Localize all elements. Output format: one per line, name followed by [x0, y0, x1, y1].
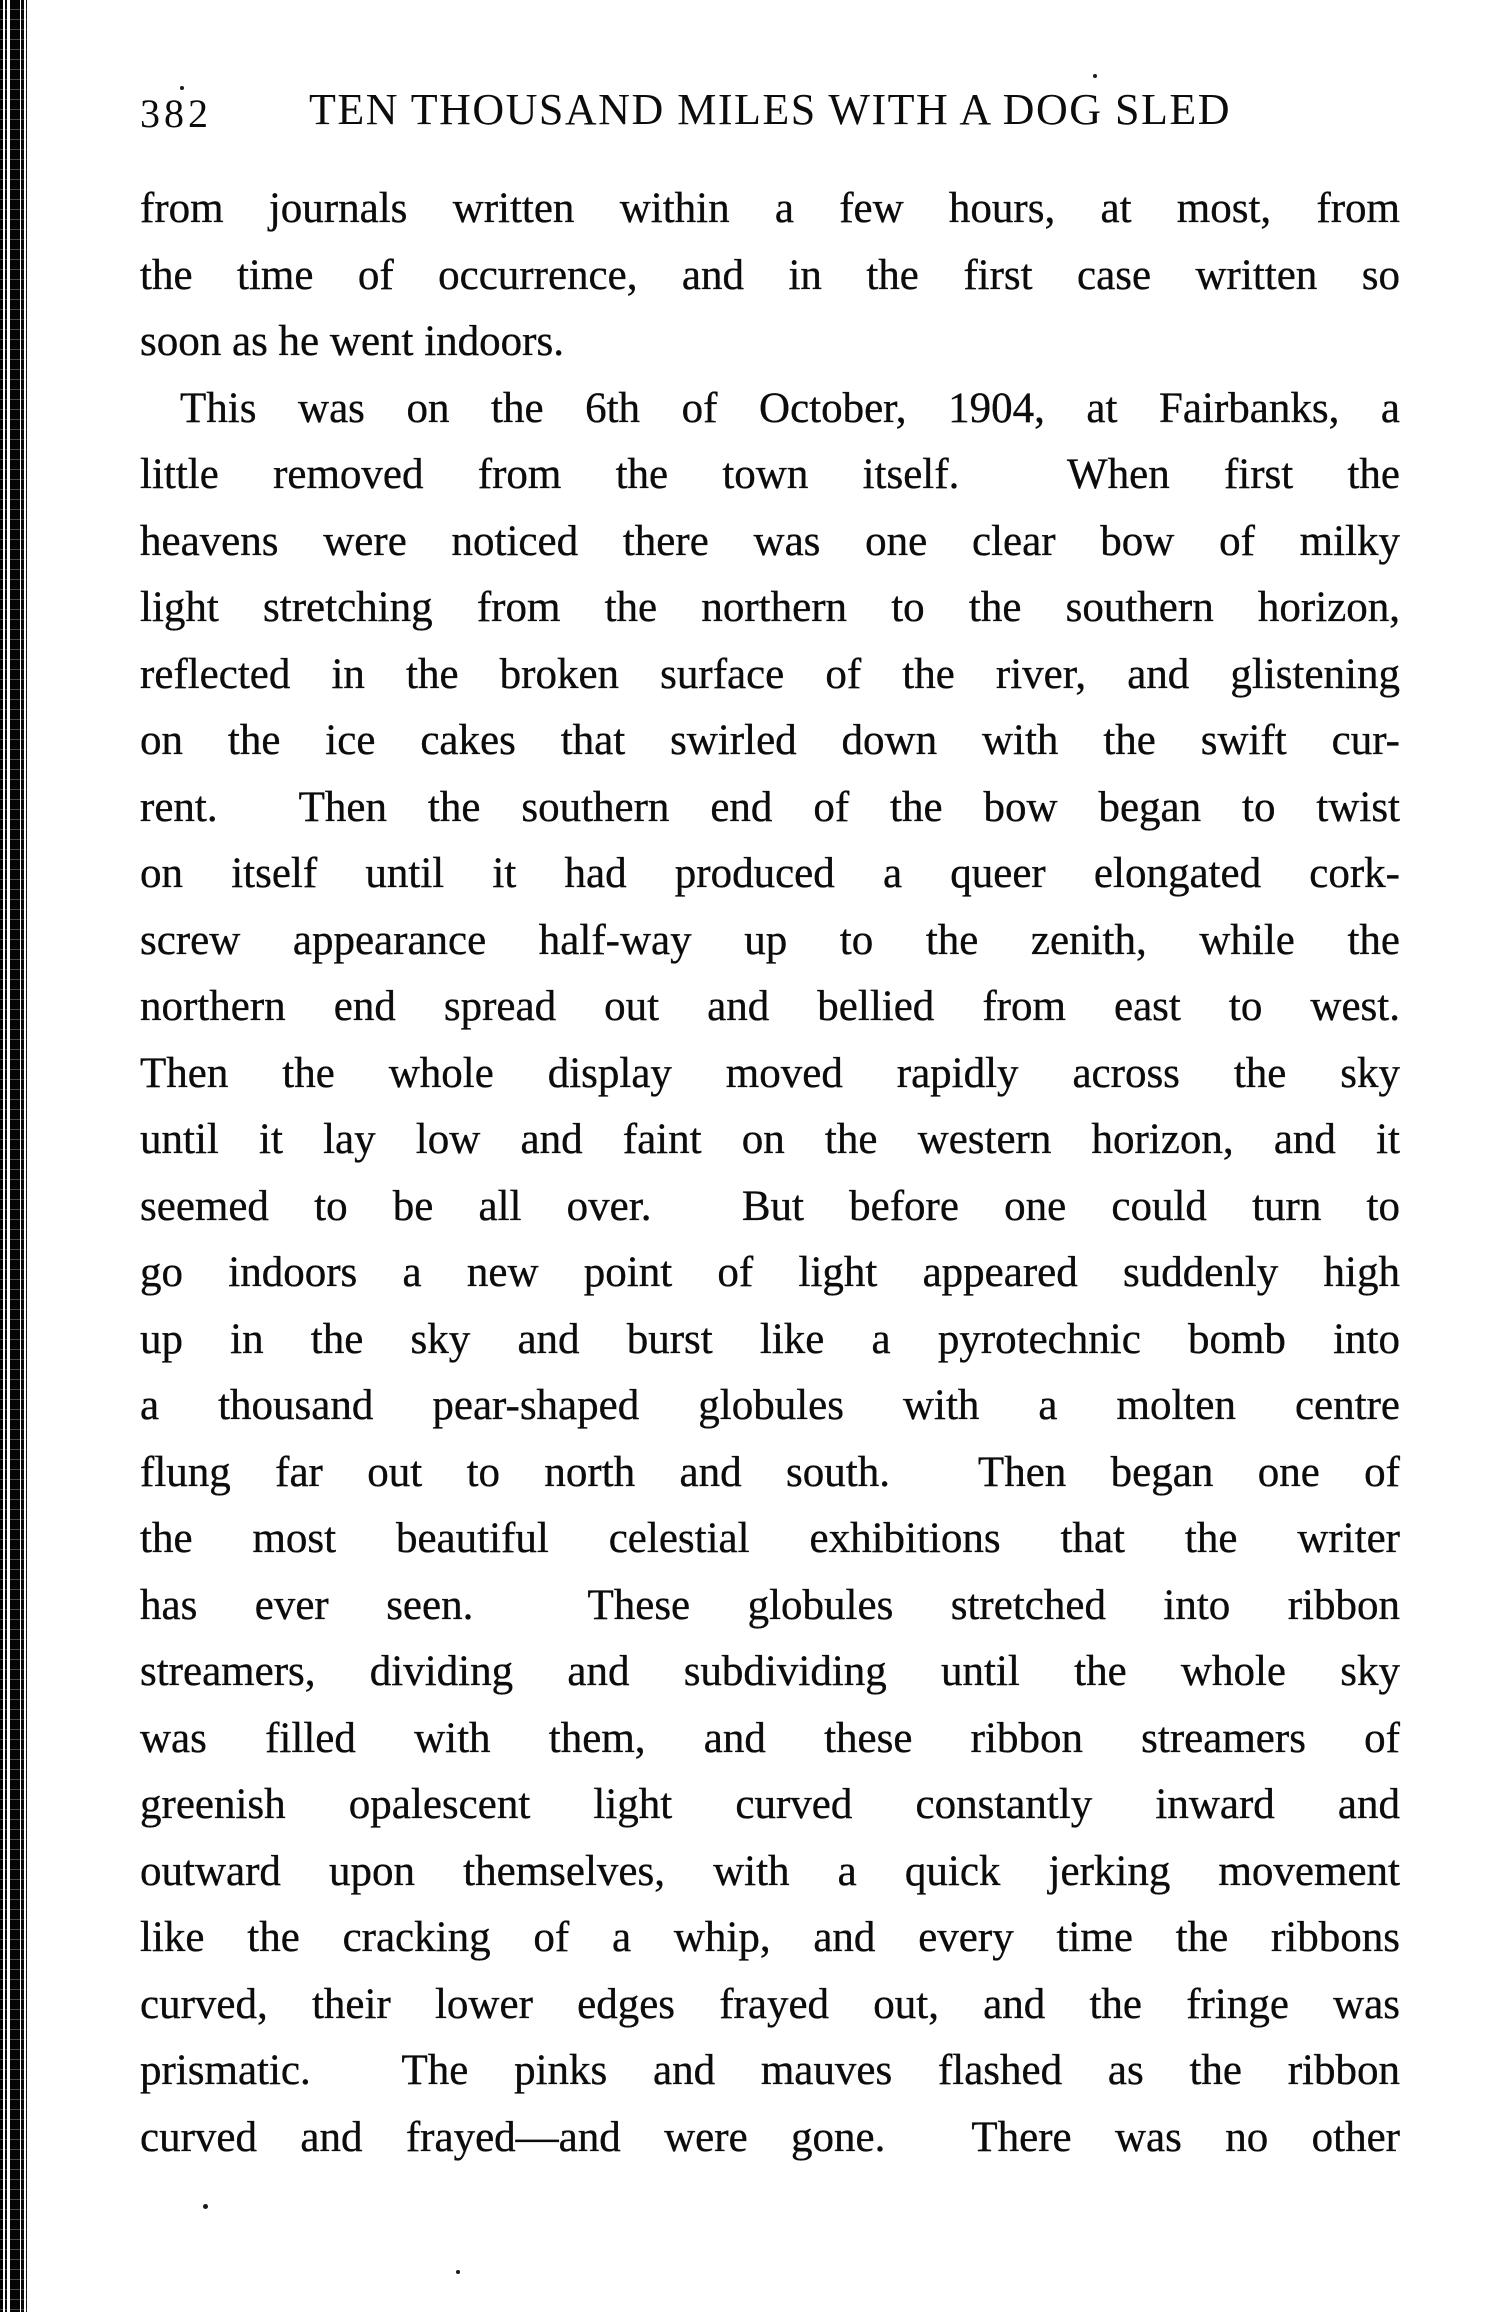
- text-line: the time of occurrence, and in the first case written so: [140, 251, 1400, 299]
- scan-speck: [1093, 74, 1097, 78]
- text-line: from journals written within a few hours, at most, from: [140, 185, 1400, 232]
- text-line: reflected in the broken surface of the river, and glistening: [140, 650, 1400, 698]
- text-line: the most beautiful celestial exhibitions that the writer: [140, 1515, 1400, 1562]
- scan-speck: [203, 2204, 208, 2209]
- text-line: like the cracking of a whip, and every time the ribbons: [140, 1914, 1400, 1961]
- text-line: light stretching from the northern to the southern horizon,: [140, 584, 1400, 631]
- page-text: [140, 176, 1400, 2171]
- text-line: until it lay low and faint on the western horizon, and it: [140, 1116, 1400, 1163]
- text-line: seemed to be all over. But before one could turn to: [140, 1182, 1400, 1230]
- text-line: prismatic. The pinks and mauves flashed as the ribbon: [140, 2047, 1400, 2094]
- text-line: go indoors a new point of light appeared suddenly high: [140, 1249, 1400, 1296]
- text-line: on the ice cakes that swirled down with the swift cur-: [140, 717, 1400, 764]
- text-line: outward upon themselves, with a quick jerking movement: [140, 1847, 1400, 1895]
- text-line: This was on the 6th of October, 1904, at Fairbanks, a: [180, 384, 1400, 432]
- text-line: soon as he went indoors.: [140, 318, 564, 365]
- text-line: was filled with them, and these ribbon streamers of: [140, 1714, 1400, 1762]
- text-line: up in the sky and burst like a pyrotechnic bomb into: [140, 1315, 1400, 1363]
- scan-speck: [456, 2270, 460, 2274]
- text-line: Then the whole display moved rapidly across the sky: [140, 1049, 1400, 1097]
- page-number: 382: [140, 91, 212, 136]
- text-line: flung far out to north and south. Then began one of: [140, 1448, 1400, 1496]
- text-line: on itself until it had produced a queer elongated cork-: [140, 850, 1400, 897]
- text-line: curved and frayed—and were gone. There was no other: [140, 2113, 1400, 2161]
- text-line: curved, their lower edges frayed out, and the fringe was: [140, 1980, 1400, 2028]
- running-title: TEN THOUSAND MILES WITH A DOG SLED: [308, 85, 1232, 134]
- text-line: has ever seen. These globules stretched into ribbon: [140, 1581, 1400, 1629]
- text-line: streamers, dividing and subdividing until the whole sky: [140, 1648, 1400, 1695]
- text-line: greenish opalescent light curved constantly inward and: [140, 1781, 1400, 1828]
- text-line: screw appearance half-way up to the zenith, while the: [140, 916, 1400, 964]
- text-line: northern end spread out and bellied from east to west.: [140, 983, 1400, 1030]
- text-line: a thousand pear-shaped globules with a molten centre: [140, 1382, 1400, 1429]
- running-head: [140, 84, 1400, 140]
- binding-shadow: [0, 0, 30, 2312]
- text-line: rent. Then the southern end of the bow began to twist: [140, 783, 1400, 831]
- text-line: heavens were noticed there was one clear bow of milky: [140, 517, 1400, 565]
- text-line: little removed from the town itself. When first the: [140, 451, 1400, 498]
- scan-speck: [180, 86, 184, 90]
